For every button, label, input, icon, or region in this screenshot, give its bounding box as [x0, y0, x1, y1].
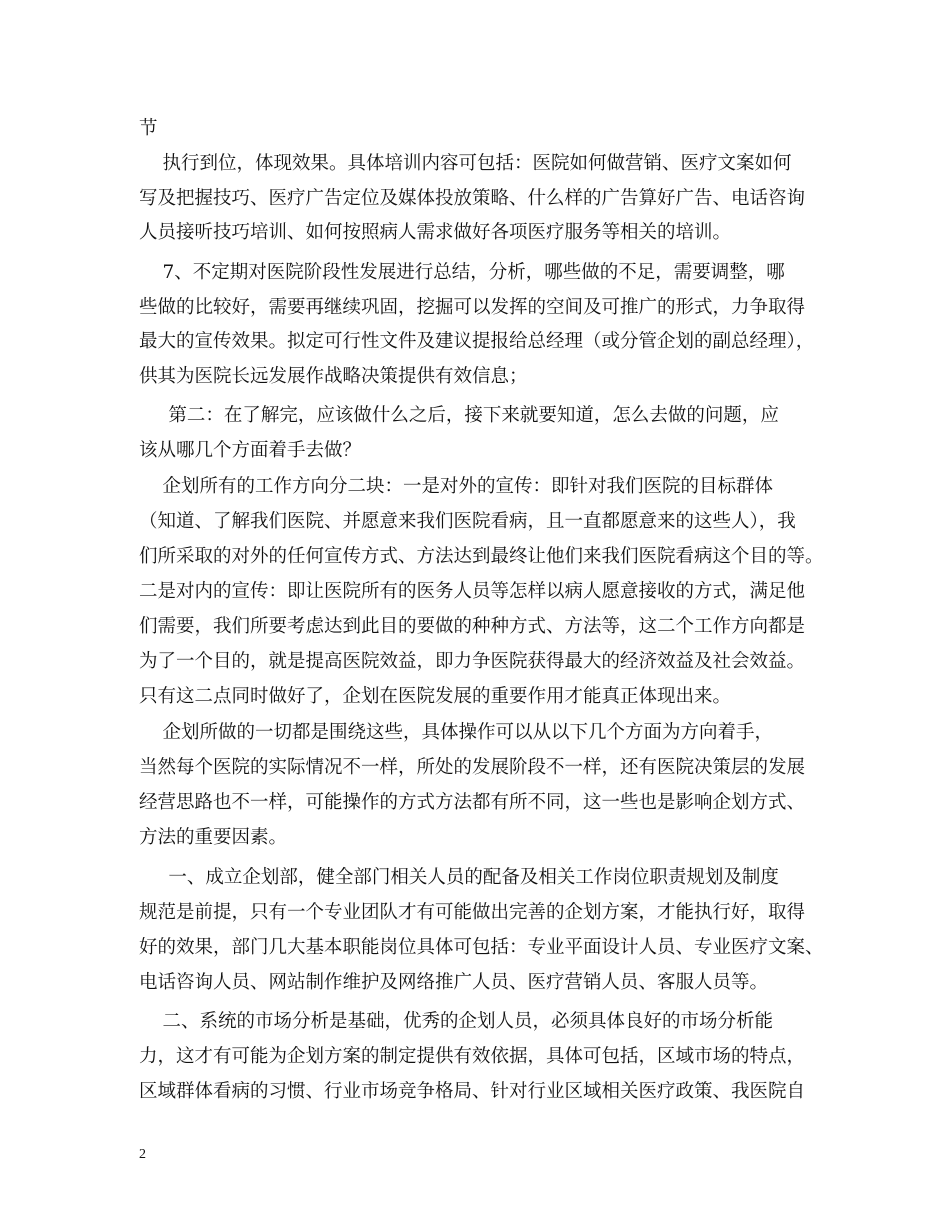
text-line: 电话咨询人员、网站制作维护及网络推广人员、医疗营销人员、客服人员等。: [139, 972, 769, 993]
text-line: 二是对内的宣传：即让医院所有的医务人员等怎样以病人愿意接收的方式，满足他: [139, 581, 806, 602]
text-line: 执行到位，体现效果。具体培训内容可包括：医院如何做营销、医疗文案如何: [139, 153, 792, 174]
text-line: 好的效果，部门几大基本职能岗位具体可包括：专业平面设计人员、专业医疗文案、: [139, 937, 824, 958]
text-line: 二、系统的市场分析是基础，优秀的企划人员，必须具体良好的市场分析能: [139, 1011, 774, 1032]
text-line: 区域群体看病的习惯、行业市场竞争格局、针对行业区域相关医疗政策、我医院自: [139, 1081, 806, 1102]
text-line: 为了一个目的，就是提高医院效益，即力争医院获得最大的经济效益及社会效益。: [139, 651, 806, 672]
text-line: 第二：在了解完，应该做什么之后，接下来就要知道，怎么去做的问题，应: [139, 405, 779, 426]
text-line: 节: [139, 118, 158, 139]
text-line: 规范是前提，只有一个专业团队才有可能做出完善的企划方案，才能执行好，取得: [139, 902, 806, 923]
page-number: 2: [139, 1147, 146, 1162]
text-line: 最大的宣传效果。拟定可行性文件及建议提报给总经理（或分管企划的副总经理），: [139, 331, 815, 352]
text-line: 一、成立企划部，健全部门相关人员的配备及相关工作岗位职责规划及制度: [139, 867, 779, 888]
text-line: 力，这才有可能为企划方案的制定提供有效依据，具体可包括，区域市场的特点，: [139, 1046, 806, 1067]
text-line: 方法的重要因素。: [139, 827, 288, 848]
text-line: 只有这二点同时做好了，企划在医院发展的重要作用才能真正体现出来。: [139, 686, 732, 707]
text-line: 该从哪几个方面着手去做？: [139, 440, 362, 461]
text-line: 经营思路也不一样，可能操作的方式方法都有所不同，这一些也是影响企划方式、: [139, 792, 806, 813]
text-line: 们需要，我们所要考虑达到此目的要做的种种方式、方法等，这二个工作方向都是: [139, 616, 806, 637]
text-line: 供其为医院长远发展作战略决策提供有效信息；: [139, 366, 528, 387]
text-line: 企划所做的一切都是围绕这些，具体操作可以从以下几个方面为方向着手，: [139, 722, 774, 743]
text-line: 7、不定期对医院阶段性发展进行总结，分析，哪些做的不足，需要调整，哪: [139, 262, 785, 283]
text-line: 写及把握技巧、医疗广告定位及媒体投放策略、什么样的广告算好广告、电话咨询: [139, 188, 806, 209]
text-line: 当然每个医院的实际情况不一样，所处的发展阶段不一样，还有医院决策层的发展: [139, 757, 806, 778]
text-line: （知道、了解我们医院、并愿意来我们医院看病，且一直都愿意来的这些人），我: [139, 511, 796, 532]
text-line: 企划所有的工作方向分二块：一是对外的宣传：即针对我们医院的目标群体: [139, 476, 774, 497]
text-line: 们所采取的对外的任何宣传方式、方法达到最终让他们来我们医院看病这个目的等。: [139, 546, 824, 567]
text-line: 些做的比较好，需要再继续巩固，挖掘可以发挥的空间及可推广的形式，力争取得: [139, 297, 806, 318]
text-line: 人员接听技巧培训、如何按照病人需求做好各项医疗服务等相关的培训。: [139, 222, 732, 243]
